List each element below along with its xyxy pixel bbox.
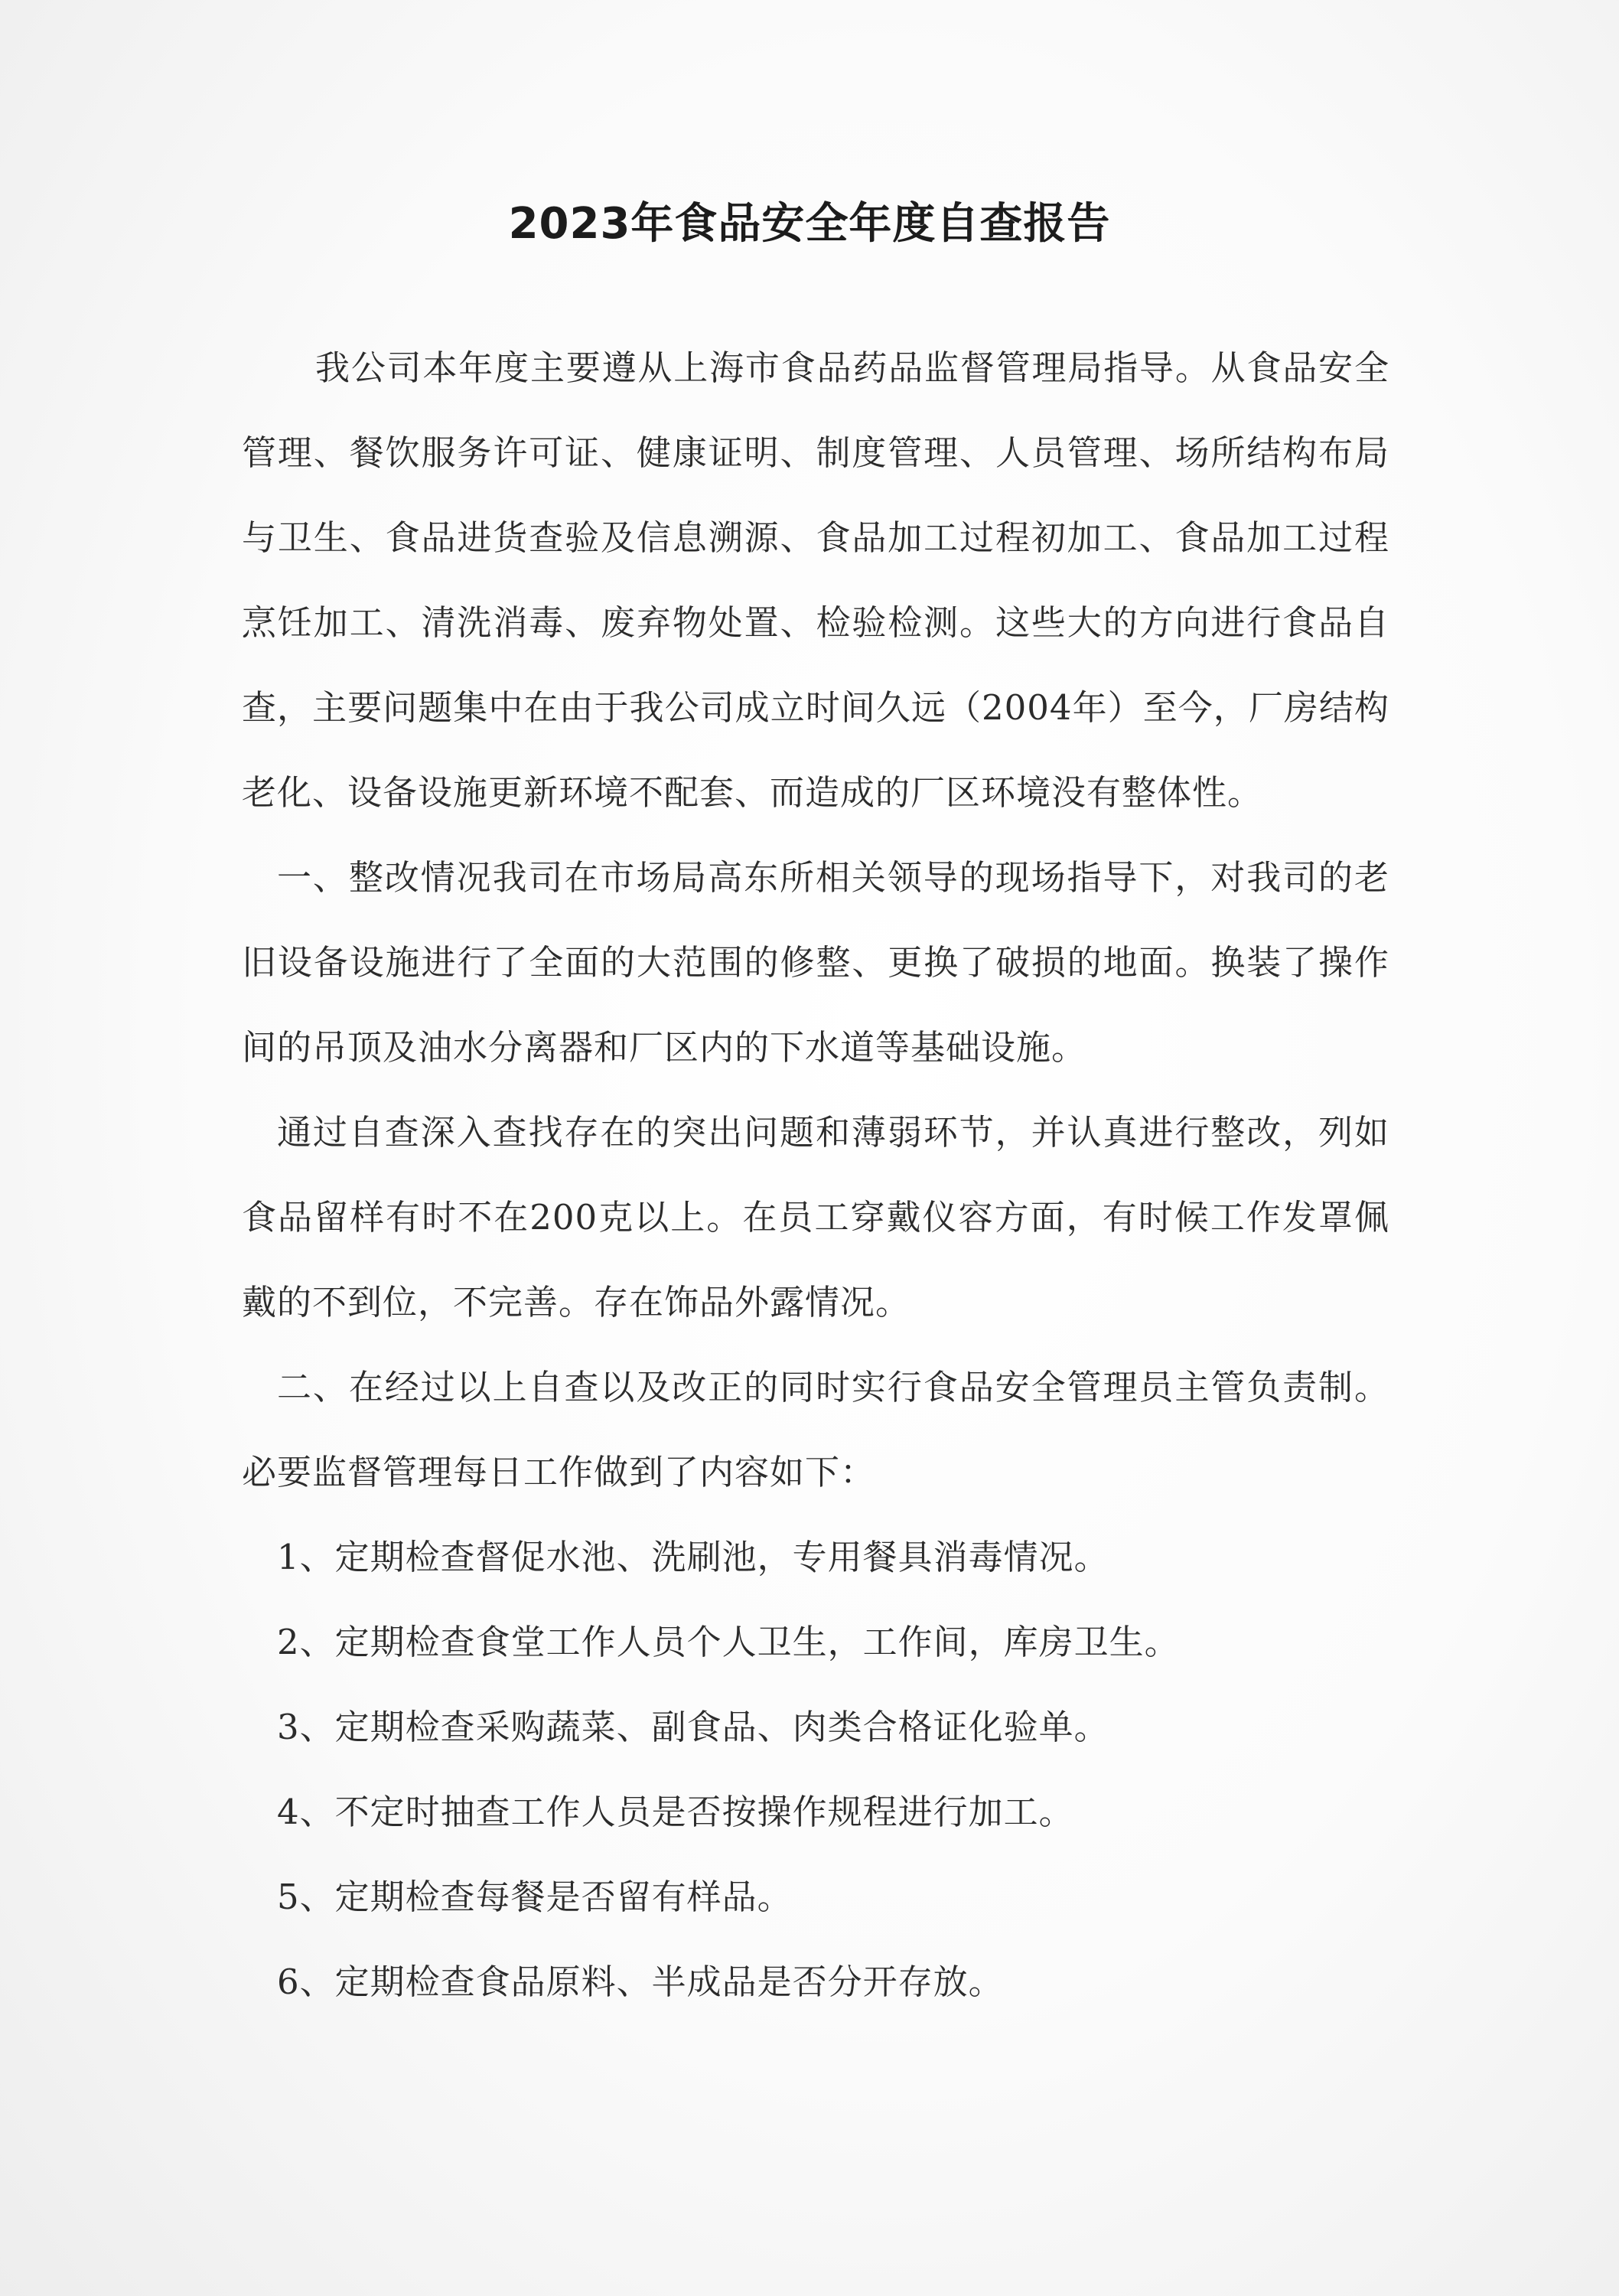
supervision-paragraph: 二、在经过以上自查以及改正的同时实行食品安全管理员主管负责制。必要监督管理每日工作做到了内容如下： [242,1367,1389,1492]
list-item: 3、定期检查采购蔬菜、副食品、肉类合格证化验单。 [277,1707,1109,1747]
document-body [242,325,1389,2024]
rectification-paragraph: 一、整改情况我司在市场局高东所相关领导的现场指导下，对我司的老旧设备设施进行了全面的大范围的修整、更换了破损的地面。换装了操作间的吊顶及油水分离器和厂区内的下水道等基础设施。 [242,857,1389,1068]
list-item: 6、定期检查食品原料、半成品是否分开存放。 [277,1962,1004,2002]
intro-paragraph: 我公司本年度主要遵从上海市食品药品监督管理局指导。从食品安全管理、餐饮服务许可证、健康证明、制度管理、人员管理、场所结构布局与卫生、食品进货查验及信息溯源、食品加工过程初加工、食品加工过程烹饪加工、清洗消毒、废弃物处置、检验检测。这些大的方向进行食品自查，主要问题集中在由于我公司成立时间久远（2004年）至今，厂房结构老化、设备设施更新环境不配套、而造成的厂区环境没有整体性。 [242,347,1389,813]
list-item: 5、定期检查每餐是否留有样品。 [277,1877,793,1917]
list-item: 2、定期检查食堂工作人员个人卫生，工作间，库房卫生。 [277,1622,1180,1662]
document-title: 2023年食品安全年度自查报告 [508,199,1111,249]
list-item: 4、不定时抽查工作人员是否按操作规程进行加工。 [277,1792,1074,1832]
self-inspection-paragraph: 通过自查深入查找存在的突出问题和薄弱环节，并认真进行整改，列如食品留样有时不在200克以上。在员工穿戴仪容方面，有时候工作发罩佩戴的不到位，不完善。存在饰品外露情况。 [242,1112,1389,1322]
list-item: 1、定期检查督促水池、洗刷池，专用餐具消毒情况。 [277,1537,1109,1577]
